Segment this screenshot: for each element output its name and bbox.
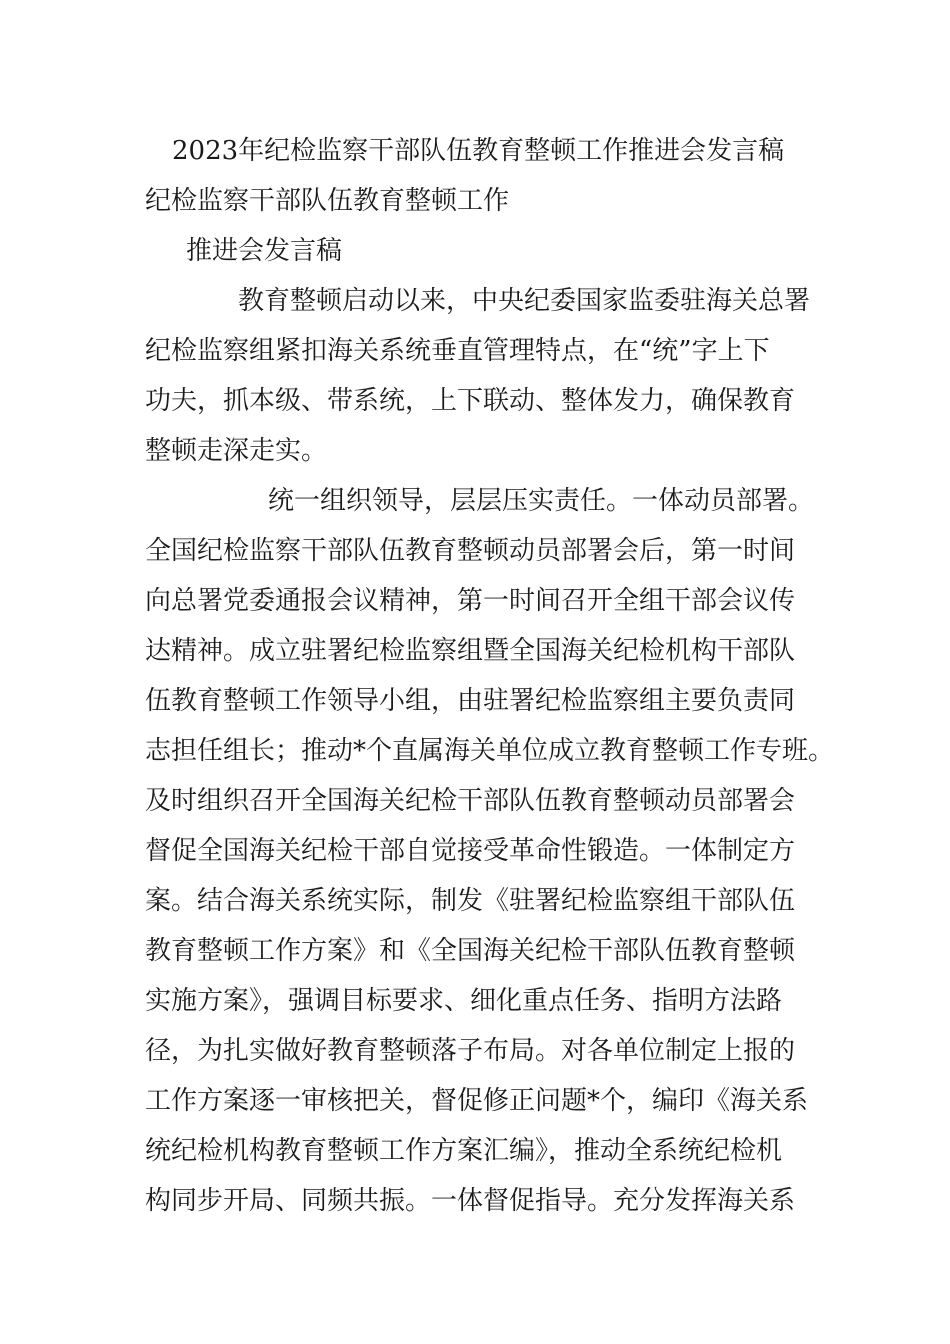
paragraph-2-line: 构同步开局、同频共振。一体督促指导。充分发挥海关系 bbox=[145, 1186, 796, 1216]
paragraph-2-line: 统一组织领导，层层压实责任。一体动员部署。 bbox=[268, 486, 815, 516]
paragraph-1-line: 功夫，抓本级、带系统，上下联动、整体发力，确保教育 bbox=[145, 386, 796, 416]
paragraph-2-line: 实施方案》，强调目标要求、细化重点任务、指明方法路 bbox=[145, 986, 783, 1016]
paragraph-2-line: 达精神。成立驻署纪检监察组暨全国海关纪检机构干部队 bbox=[145, 636, 796, 666]
paragraph-1-line: 纪检监察组紧扣海关系统垂直管理特点，在“统”字上下 bbox=[145, 336, 770, 366]
paragraph-2-line: 及时组织召开全国海关纪检干部队伍教育整顿动员部署会 bbox=[145, 786, 796, 816]
paragraph-2-line: 志担任组长；推动*个直属海关单位成立教育整顿工作专班。 bbox=[145, 736, 835, 766]
paragraph-2-line: 工作方案逐一审核把关，督促修正问题*个，编印《海关系 bbox=[145, 1086, 809, 1116]
paragraph-2-line: 全国纪检监察干部队伍教育整顿动员部署会后，第一时间 bbox=[145, 536, 796, 566]
paragraph-1-line: 整顿走深走实。 bbox=[145, 436, 328, 466]
paragraph-2-line: 统纪检机构教育整顿工作方案汇编》，推动全系统纪检机 bbox=[145, 1136, 783, 1166]
paragraph-2-line: 教育整顿工作方案》和《全国海关纪检干部队伍教育整顿 bbox=[145, 936, 796, 966]
document-title: 2023年纪检监察干部队伍教育整顿工作推进会发言稿 bbox=[172, 136, 785, 166]
paragraph-1-line: 教育整顿启动以来，中央纪委国家监委驻海关总署 bbox=[238, 286, 811, 316]
paragraph-2-line: 向总署党委通报会议精神，第一时间召开全组干部会议传 bbox=[145, 586, 796, 616]
paragraph-2-line: 伍教育整顿工作领导小组，由驻署纪检监察组主要负责同 bbox=[145, 686, 796, 716]
document-subtitle-line-1: 纪检监察干部队伍教育整顿工作 bbox=[145, 186, 510, 216]
paragraph-2-line: 案。结合海关系统实际，制发《驻署纪检监察组干部队伍 bbox=[145, 886, 796, 916]
paragraph-2-line: 督促全国海关纪检干部自觉接受革命性锻造。一体制定方 bbox=[145, 836, 796, 866]
document-subtitle-line-2: 推进会发言稿 bbox=[186, 236, 343, 266]
paragraph-2-line: 径，为扎实做好教育整顿落子布局。对各单位制定上报的 bbox=[145, 1036, 796, 1066]
